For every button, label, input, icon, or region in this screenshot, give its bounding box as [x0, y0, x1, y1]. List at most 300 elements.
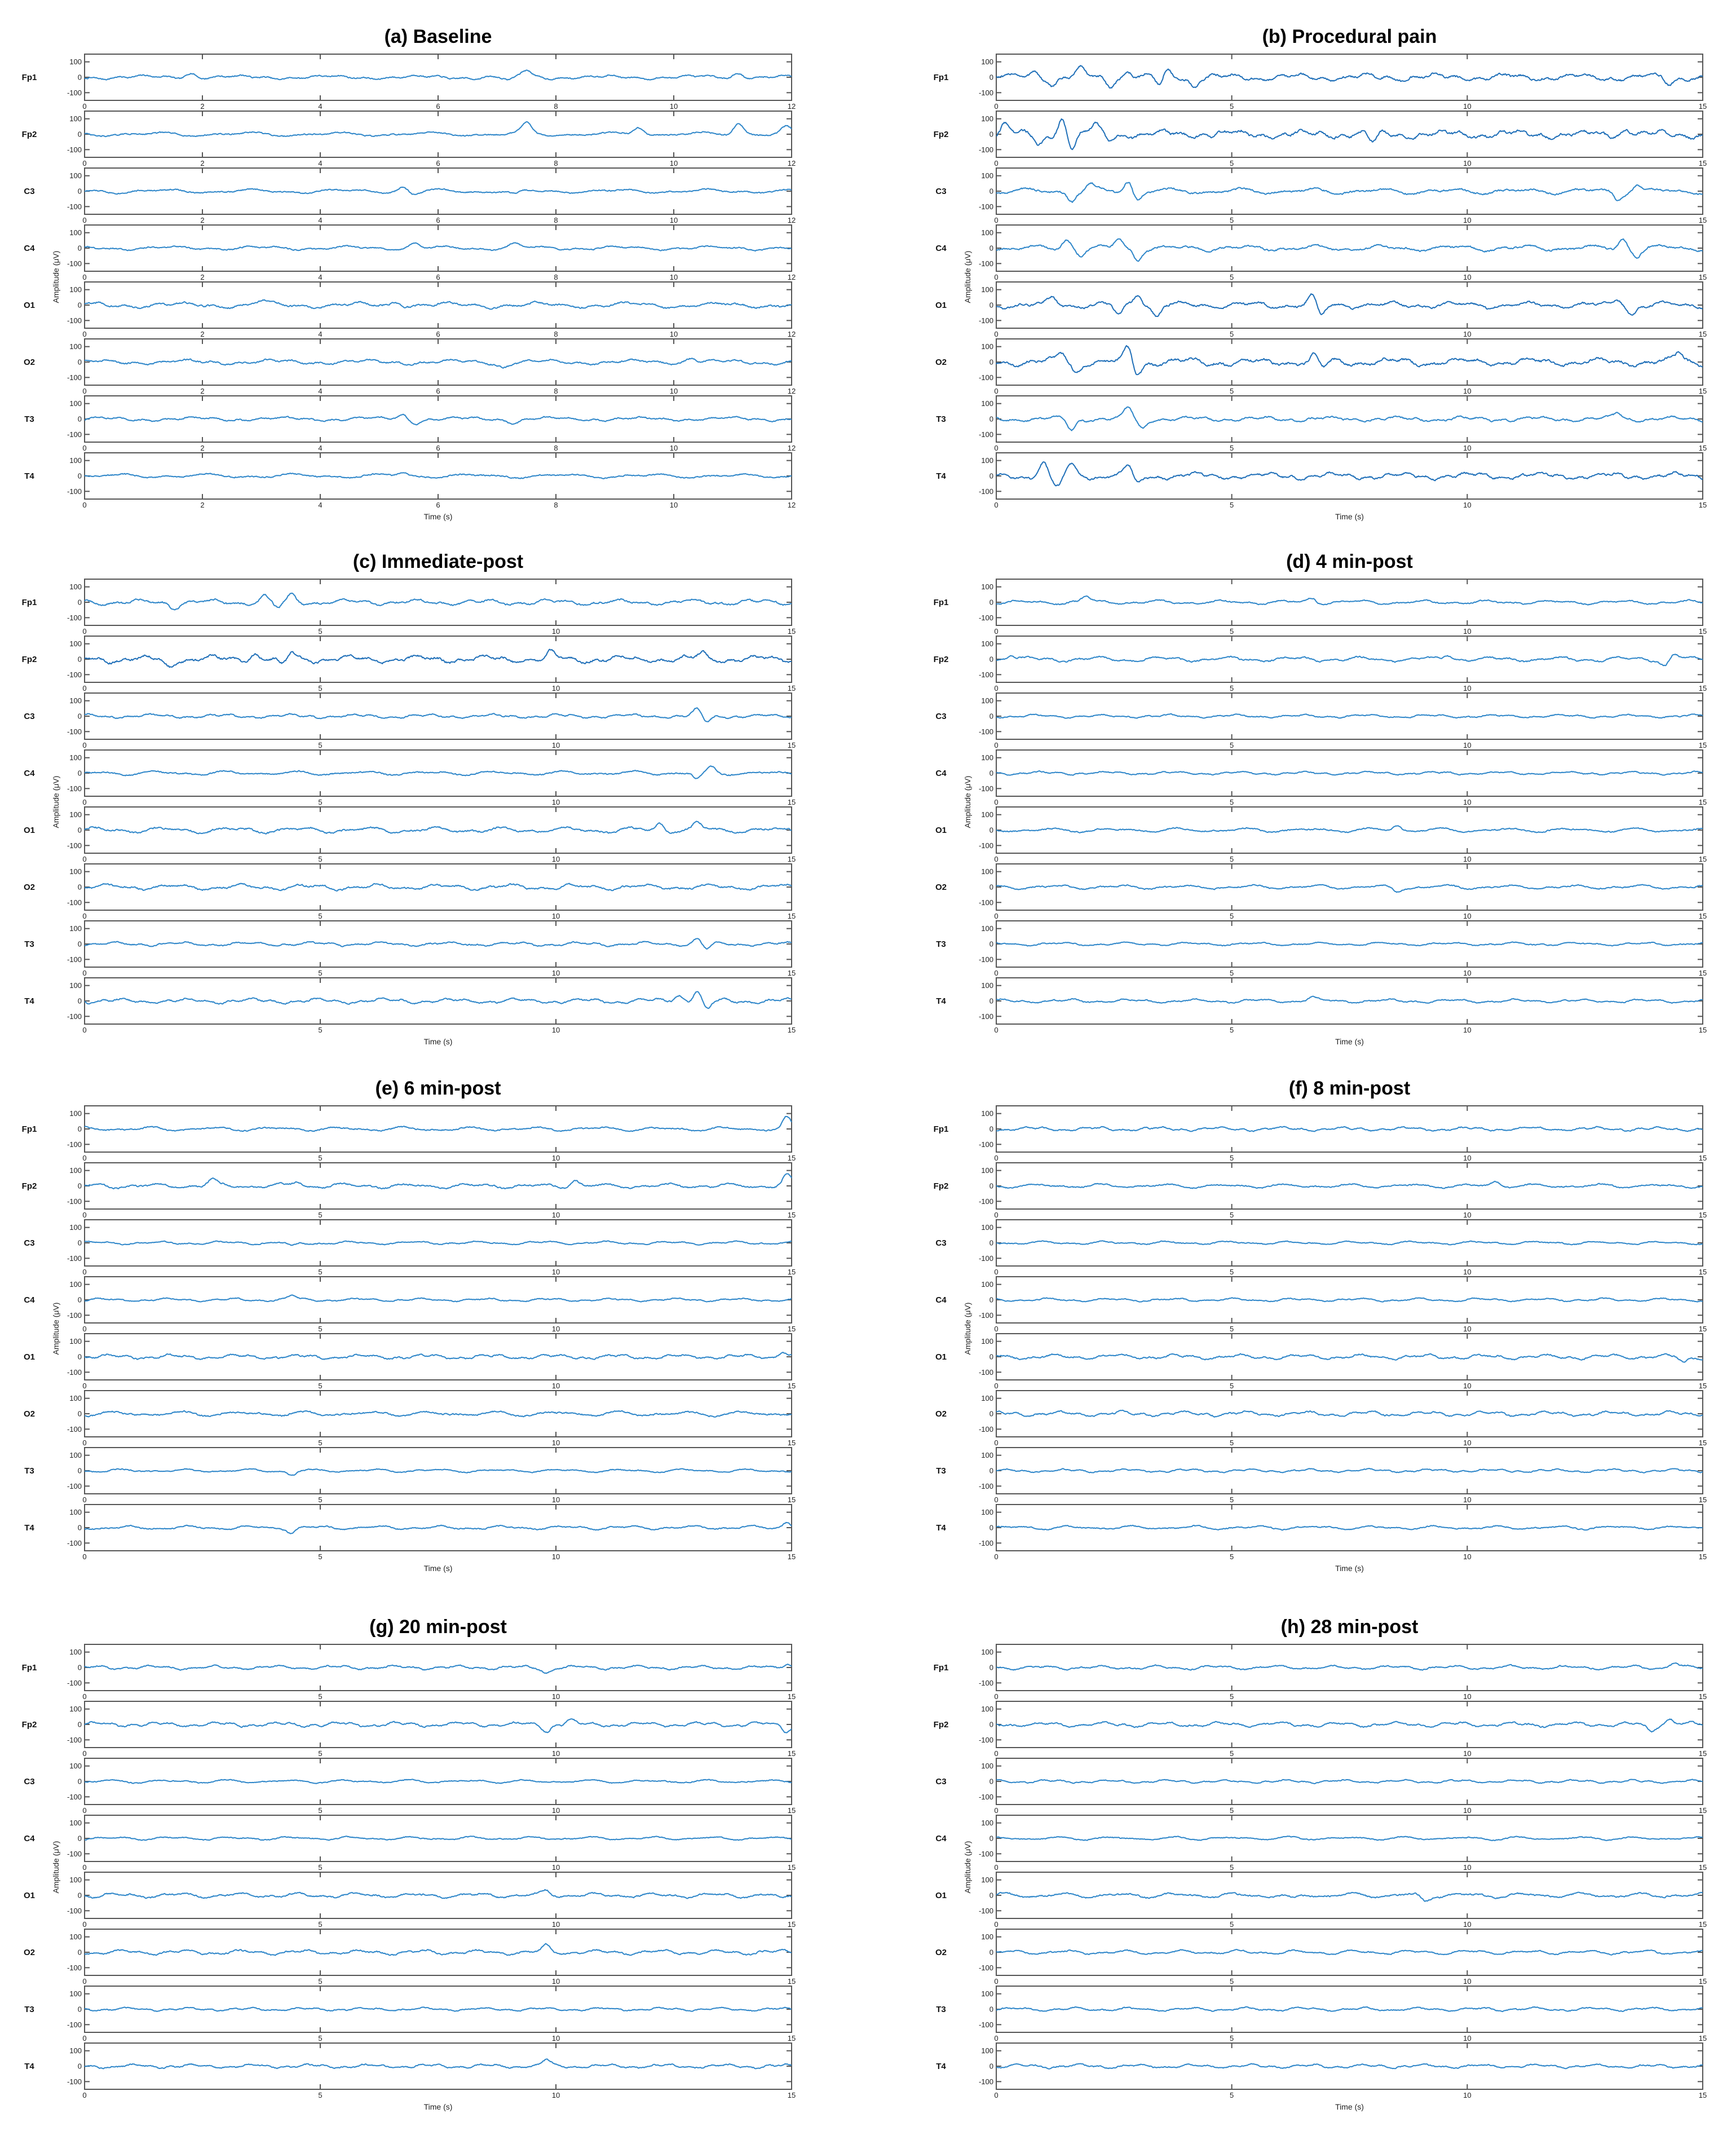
channel-label: T4 [24, 471, 34, 481]
xtick-label: 8 [554, 273, 558, 281]
ytick-label: 100 [69, 810, 82, 819]
xtick-label: 10 [669, 387, 678, 395]
xtick-label: 10 [551, 741, 560, 749]
xtick-label: 4 [318, 330, 323, 338]
xtick-label: 10 [551, 1692, 560, 1701]
xtick-label: 5 [1230, 102, 1234, 111]
channel-subplot [24, 1505, 796, 1561]
channel-label: C4 [935, 769, 947, 778]
ytick-label: -100 [978, 784, 993, 793]
ytick-label: -100 [67, 373, 82, 382]
xtick-label: 0 [82, 1977, 87, 1986]
ytick-label: 0 [77, 130, 82, 139]
channel-label: O2 [935, 1948, 947, 1957]
channel-subplot [936, 921, 1707, 977]
xtick-label: 15 [1698, 1439, 1707, 1447]
ytick-label: 100 [69, 1819, 82, 1828]
xtick-label: 10 [1463, 627, 1472, 636]
xtick-label: 2 [200, 102, 205, 111]
channel-subplot [24, 1334, 796, 1390]
xtick-label: 0 [82, 1692, 87, 1701]
channel-subplot [934, 636, 1707, 692]
xtick-label: 5 [1230, 1026, 1234, 1034]
xtick-label: 15 [787, 1977, 796, 1986]
panel-title: (h) 28 min-post [1280, 1616, 1419, 1638]
ytick-label: -100 [67, 1254, 82, 1263]
xtick-label: 0 [82, 1154, 87, 1162]
xtick-label: 15 [787, 1692, 796, 1701]
xtick-label: 10 [1463, 855, 1472, 863]
channel-subplot [24, 1929, 796, 1986]
xtick-label: 15 [1698, 684, 1707, 692]
xtick-label: 15 [1698, 1268, 1707, 1276]
channel-subplot [22, 111, 796, 167]
axes-box [85, 1701, 792, 1748]
channel-subplot [936, 978, 1707, 1034]
xtick-label: 10 [1463, 1439, 1472, 1447]
ytick-label: 100 [981, 1109, 993, 1118]
xtick-label: 0 [82, 159, 87, 167]
xtick-label: 10 [551, 1268, 560, 1276]
channel-label: C3 [935, 1238, 947, 1248]
ytick-label: 100 [69, 1933, 82, 1942]
xtick-label: 0 [82, 855, 87, 863]
xtick-label: 15 [1698, 1806, 1707, 1815]
xtick-label: 15 [787, 855, 796, 863]
channel-subplot [24, 225, 796, 281]
ytick-label: 0 [989, 1352, 993, 1361]
xtick-label: 15 [1698, 1382, 1707, 1390]
xtick-label: 0 [82, 1495, 87, 1504]
ytick-label: -100 [67, 2020, 82, 2029]
xtick-label: 8 [554, 159, 558, 167]
ytick-label: -100 [978, 2077, 993, 2086]
xtick-label: 15 [787, 1863, 796, 1872]
xtick-label: 15 [787, 2091, 796, 2099]
ytick-label: 100 [981, 456, 993, 465]
ytick-label: 0 [77, 712, 82, 721]
channel-subplot [24, 750, 796, 806]
xtick-label: 0 [82, 102, 87, 111]
xtick-label: 0 [994, 798, 999, 806]
channel-subplot [24, 2043, 796, 2099]
xtick-label: 0 [82, 1806, 87, 1815]
xtick-label: 12 [787, 216, 796, 224]
xtick-label: 15 [1698, 501, 1707, 509]
xtick-label: 5 [1230, 216, 1234, 224]
xtick-label: 0 [82, 387, 87, 395]
xtick-label: 4 [318, 273, 323, 281]
xtick-label: 5 [1230, 387, 1234, 395]
xtick-label: 10 [551, 1026, 560, 1034]
ytick-label: -100 [67, 145, 82, 154]
ytick-label: 0 [989, 883, 993, 892]
ytick-label: 0 [77, 1663, 82, 1672]
channel-label: C4 [935, 244, 947, 253]
ytick-label: 100 [981, 1394, 993, 1403]
channel-label: Fp2 [21, 130, 37, 139]
xtick-label: 10 [669, 159, 678, 167]
x-axis-label: Time (s) [423, 1564, 453, 1573]
ytick-label: -100 [978, 727, 993, 736]
xtick-label: 5 [318, 684, 323, 692]
xtick-label: 15 [787, 798, 796, 806]
ytick-label: 0 [989, 1777, 993, 1786]
channel-subplot [24, 1220, 796, 1276]
xtick-label: 15 [787, 969, 796, 977]
ytick-label: 0 [989, 1124, 993, 1133]
xtick-label: 5 [318, 1863, 323, 1872]
channel-subplot [935, 1391, 1707, 1447]
channel-subplot [24, 1448, 796, 1504]
ytick-label: 100 [69, 2046, 82, 2055]
ytick-label: 100 [69, 1508, 82, 1517]
xtick-label: 10 [551, 1806, 560, 1815]
xtick-label: 5 [1230, 444, 1234, 452]
channel-label: Fp2 [933, 130, 949, 139]
xtick-label: 5 [318, 1749, 323, 1758]
panel-title: (e) 6 min-post [375, 1078, 501, 1099]
ytick-label: 100 [981, 228, 993, 237]
ytick-label: 0 [989, 1466, 993, 1475]
ytick-label: 0 [989, 1523, 993, 1532]
channel-subplot [936, 1986, 1707, 2042]
xtick-label: 15 [787, 1026, 796, 1034]
xtick-label: 12 [787, 273, 796, 281]
ytick-label: -100 [978, 1735, 993, 1744]
xtick-label: 5 [318, 912, 323, 920]
xtick-label: 5 [1230, 1382, 1234, 1390]
xtick-label: 5 [1230, 627, 1234, 636]
xtick-label: 10 [1463, 102, 1472, 111]
channel-label: Fp1 [21, 598, 37, 607]
ytick-label: -100 [978, 898, 993, 907]
xtick-label: 12 [787, 444, 796, 452]
ytick-label: 100 [981, 399, 993, 408]
ytick-label: 100 [69, 924, 82, 933]
xtick-label: 5 [1230, 1268, 1234, 1276]
channel-label: O1 [935, 826, 947, 835]
ytick-label: 100 [69, 1109, 82, 1118]
channel-label: O1 [23, 301, 36, 310]
ytick-label: 0 [77, 1523, 82, 1532]
ytick-label: 0 [989, 73, 993, 82]
channel-subplot [24, 864, 796, 920]
xtick-label: 6 [436, 387, 440, 395]
xtick-label: 15 [1698, 330, 1707, 338]
ytick-label: -100 [978, 316, 993, 325]
channel-label: Fp1 [21, 73, 37, 82]
channel-subplot [935, 1872, 1707, 1929]
xtick-label: 5 [1230, 1749, 1234, 1758]
xtick-label: 10 [551, 1495, 560, 1504]
axes-box [996, 636, 1703, 682]
ytick-label: -100 [67, 1481, 82, 1490]
x-axis-label: Time (s) [1335, 512, 1364, 521]
channel-subplot [24, 1277, 796, 1333]
xtick-label: 15 [1698, 216, 1707, 224]
ytick-label: 0 [989, 187, 993, 196]
ytick-label: 100 [981, 58, 993, 67]
ytick-label: 0 [77, 598, 82, 607]
axes-box [85, 1505, 792, 1551]
xtick-label: 0 [994, 1154, 999, 1162]
xtick-label: 12 [787, 387, 796, 395]
ytick-label: 100 [69, 583, 82, 592]
ytick-label: 0 [989, 769, 993, 778]
ytick-label: 100 [69, 1337, 82, 1346]
xtick-label: 5 [1230, 330, 1234, 338]
xtick-label: 10 [1463, 1382, 1472, 1390]
xtick-label: 5 [1230, 912, 1234, 920]
xtick-label: 15 [1698, 1325, 1707, 1333]
y-axis-label: Amplitude (μV) [51, 1302, 60, 1355]
ytick-label: -100 [67, 898, 82, 907]
ytick-label: 0 [989, 1409, 993, 1418]
xtick-label: 5 [1230, 1439, 1234, 1447]
ytick-label: 100 [69, 753, 82, 762]
xtick-label: 15 [787, 912, 796, 920]
xtick-label: 10 [1463, 387, 1472, 395]
ytick-label: 100 [981, 1876, 993, 1885]
ytick-label: 0 [77, 358, 82, 367]
y-axis-label: Amplitude (μV) [51, 775, 60, 828]
axes-box [996, 225, 1703, 271]
channel-subplot [22, 636, 796, 692]
ytick-label: -100 [978, 2020, 993, 2029]
xtick-label: 0 [82, 1382, 87, 1390]
ytick-label: 0 [77, 244, 82, 253]
xtick-label: 0 [994, 1026, 999, 1034]
channel-subplot [936, 2043, 1707, 2099]
xtick-label: 5 [318, 1495, 323, 1504]
xtick-label: 10 [1463, 1154, 1472, 1162]
ytick-label: 100 [981, 1648, 993, 1657]
xtick-label: 10 [551, 2091, 560, 2099]
xtick-label: 15 [1698, 1977, 1707, 1986]
xtick-label: 0 [82, 684, 87, 692]
xtick-label: 0 [82, 969, 87, 977]
channel-subplot [24, 978, 796, 1034]
xtick-label: 5 [318, 2034, 323, 2042]
ytick-label: -100 [67, 1197, 82, 1206]
xtick-label: 10 [669, 102, 678, 111]
channel-label: O1 [23, 826, 36, 835]
xtick-label: 4 [318, 387, 323, 395]
channel-subplot [24, 1758, 796, 1815]
xtick-label: 0 [82, 1325, 87, 1333]
channel-subplot [936, 1448, 1707, 1504]
xtick-label: 0 [994, 1552, 999, 1561]
xtick-label: 10 [1463, 159, 1472, 167]
channel-label: Fp1 [933, 1663, 949, 1673]
xtick-label: 10 [1463, 2091, 1472, 2099]
channel-label: T3 [936, 414, 946, 424]
ytick-label: 0 [989, 1891, 993, 1900]
y-axis-label: Amplitude (μV) [963, 1302, 972, 1355]
channel-subplot [24, 693, 796, 749]
channel-subplot [24, 396, 796, 452]
xtick-label: 0 [994, 1495, 999, 1504]
ytick-label: -100 [67, 2077, 82, 2086]
ytick-label: 100 [69, 1989, 82, 1999]
axes-box [996, 339, 1703, 385]
xtick-label: 0 [994, 501, 999, 509]
ytick-label: -100 [67, 1140, 82, 1149]
ytick-label: 100 [69, 1451, 82, 1460]
ytick-label: 100 [69, 456, 82, 465]
xtick-label: 10 [669, 216, 678, 224]
ytick-label: 100 [981, 867, 993, 876]
xtick-label: 0 [82, 2034, 87, 2042]
ytick-label: -100 [978, 145, 993, 154]
xtick-label: 0 [994, 627, 999, 636]
xtick-label: 12 [787, 102, 796, 111]
xtick-label: 0 [82, 1026, 87, 1034]
xtick-label: 8 [554, 102, 558, 111]
ytick-label: 0 [989, 471, 993, 480]
channel-subplot [935, 339, 1707, 395]
xtick-label: 2 [200, 159, 205, 167]
xtick-label: 15 [1698, 2034, 1707, 2042]
channel-subplot [935, 1758, 1707, 1815]
xtick-label: 10 [551, 1977, 560, 1986]
ytick-label: 0 [989, 826, 993, 835]
xtick-label: 6 [436, 330, 440, 338]
xtick-label: 0 [994, 969, 999, 977]
axes-box [996, 1220, 1703, 1266]
axes-box [996, 1334, 1703, 1380]
xtick-label: 15 [1698, 1552, 1707, 1561]
xtick-label: 10 [551, 1552, 560, 1561]
ytick-label: -100 [67, 784, 82, 793]
channel-subplot [24, 168, 796, 224]
eeg-panel [22, 1616, 796, 2111]
xtick-label: 5 [318, 1026, 323, 1034]
ytick-label: 0 [989, 655, 993, 664]
xtick-label: 15 [787, 1268, 796, 1276]
xtick-label: 2 [200, 387, 205, 395]
xtick-label: 10 [1463, 1920, 1472, 1929]
channel-label: Fp1 [21, 1663, 37, 1673]
xtick-label: 10 [1463, 1863, 1472, 1872]
xtick-label: 15 [1698, 273, 1707, 281]
xtick-label: 5 [1230, 1552, 1234, 1561]
ytick-label: 0 [77, 1295, 82, 1304]
xtick-label: 10 [1463, 1495, 1472, 1504]
channel-subplot [935, 693, 1707, 749]
xtick-label: 2 [200, 273, 205, 281]
ytick-label: 0 [77, 1352, 82, 1361]
channel-label: T4 [24, 1523, 34, 1533]
xtick-label: 10 [1463, 1977, 1472, 1986]
xtick-label: 10 [1463, 216, 1472, 224]
xtick-label: 5 [1230, 1325, 1234, 1333]
xtick-label: 10 [551, 1920, 560, 1929]
ytick-label: 100 [981, 639, 993, 649]
x-axis-label: Time (s) [1335, 1037, 1364, 1046]
xtick-label: 15 [1698, 1495, 1707, 1504]
xtick-label: 5 [1230, 741, 1234, 749]
ytick-label: 100 [69, 171, 82, 180]
ytick-label: 0 [989, 598, 993, 607]
xtick-label: 5 [318, 798, 323, 806]
channel-subplot [936, 1505, 1707, 1561]
xtick-label: 5 [1230, 1211, 1234, 1219]
ytick-label: 100 [981, 1762, 993, 1771]
xtick-label: 5 [1230, 855, 1234, 863]
xtick-label: 12 [787, 159, 796, 167]
axes-box [85, 54, 792, 100]
xtick-label: 5 [1230, 1154, 1234, 1162]
ytick-label: 0 [989, 1663, 993, 1672]
channel-label: T3 [936, 2005, 946, 2014]
ytick-label: 0 [989, 1295, 993, 1304]
xtick-label: 15 [1698, 1749, 1707, 1758]
channel-subplot [935, 1334, 1707, 1390]
xtick-label: 4 [318, 444, 323, 452]
ytick-label: 100 [981, 1508, 993, 1517]
x-axis-label: Time (s) [1335, 1564, 1364, 1573]
xtick-label: 0 [994, 1439, 999, 1447]
xtick-label: 0 [82, 741, 87, 749]
xtick-label: 15 [787, 1920, 796, 1929]
xtick-label: 0 [82, 1552, 87, 1561]
xtick-label: 6 [436, 273, 440, 281]
eeg-panel [22, 26, 796, 521]
y-axis-label: Amplitude (μV) [963, 1841, 972, 1894]
xtick-label: 10 [1463, 741, 1472, 749]
ytick-label: 100 [981, 1280, 993, 1289]
xtick-label: 0 [994, 102, 999, 111]
xtick-label: 0 [994, 684, 999, 692]
ytick-label: -100 [978, 1367, 993, 1377]
xtick-label: 5 [1230, 159, 1234, 167]
xtick-label: 10 [551, 855, 560, 863]
ytick-label: -100 [978, 88, 993, 97]
channel-label: T3 [936, 939, 946, 949]
xtick-label: 0 [82, 1211, 87, 1219]
ytick-label: 0 [77, 1124, 82, 1133]
channel-label: Fp1 [21, 1124, 37, 1134]
xtick-label: 5 [318, 1692, 323, 1701]
xtick-label: 0 [82, 501, 87, 509]
xtick-label: 0 [82, 273, 87, 281]
axes-box [996, 807, 1703, 853]
xtick-label: 10 [1463, 912, 1472, 920]
ytick-label: -100 [978, 1849, 993, 1858]
xtick-label: 5 [1230, 684, 1234, 692]
ytick-label: -100 [978, 841, 993, 850]
xtick-label: 10 [1463, 1325, 1472, 1333]
xtick-label: 10 [1463, 2034, 1472, 2042]
xtick-label: 0 [82, 1749, 87, 1758]
ytick-label: 0 [77, 301, 82, 310]
ytick-label: -100 [978, 1424, 993, 1433]
panel-title: (d) 4 min-post [1286, 551, 1413, 572]
ytick-label: -100 [67, 1963, 82, 1972]
xtick-label: 0 [994, 1382, 999, 1390]
xtick-label: 15 [1698, 444, 1707, 452]
xtick-label: 0 [994, 387, 999, 395]
xtick-label: 0 [82, 1268, 87, 1276]
channel-subplot [935, 864, 1707, 920]
ytick-label: 100 [69, 114, 82, 123]
ytick-label: 100 [981, 1933, 993, 1942]
eeg-panel [22, 1078, 796, 1573]
axes-box [85, 2043, 792, 2089]
channel-label: C3 [24, 187, 35, 196]
